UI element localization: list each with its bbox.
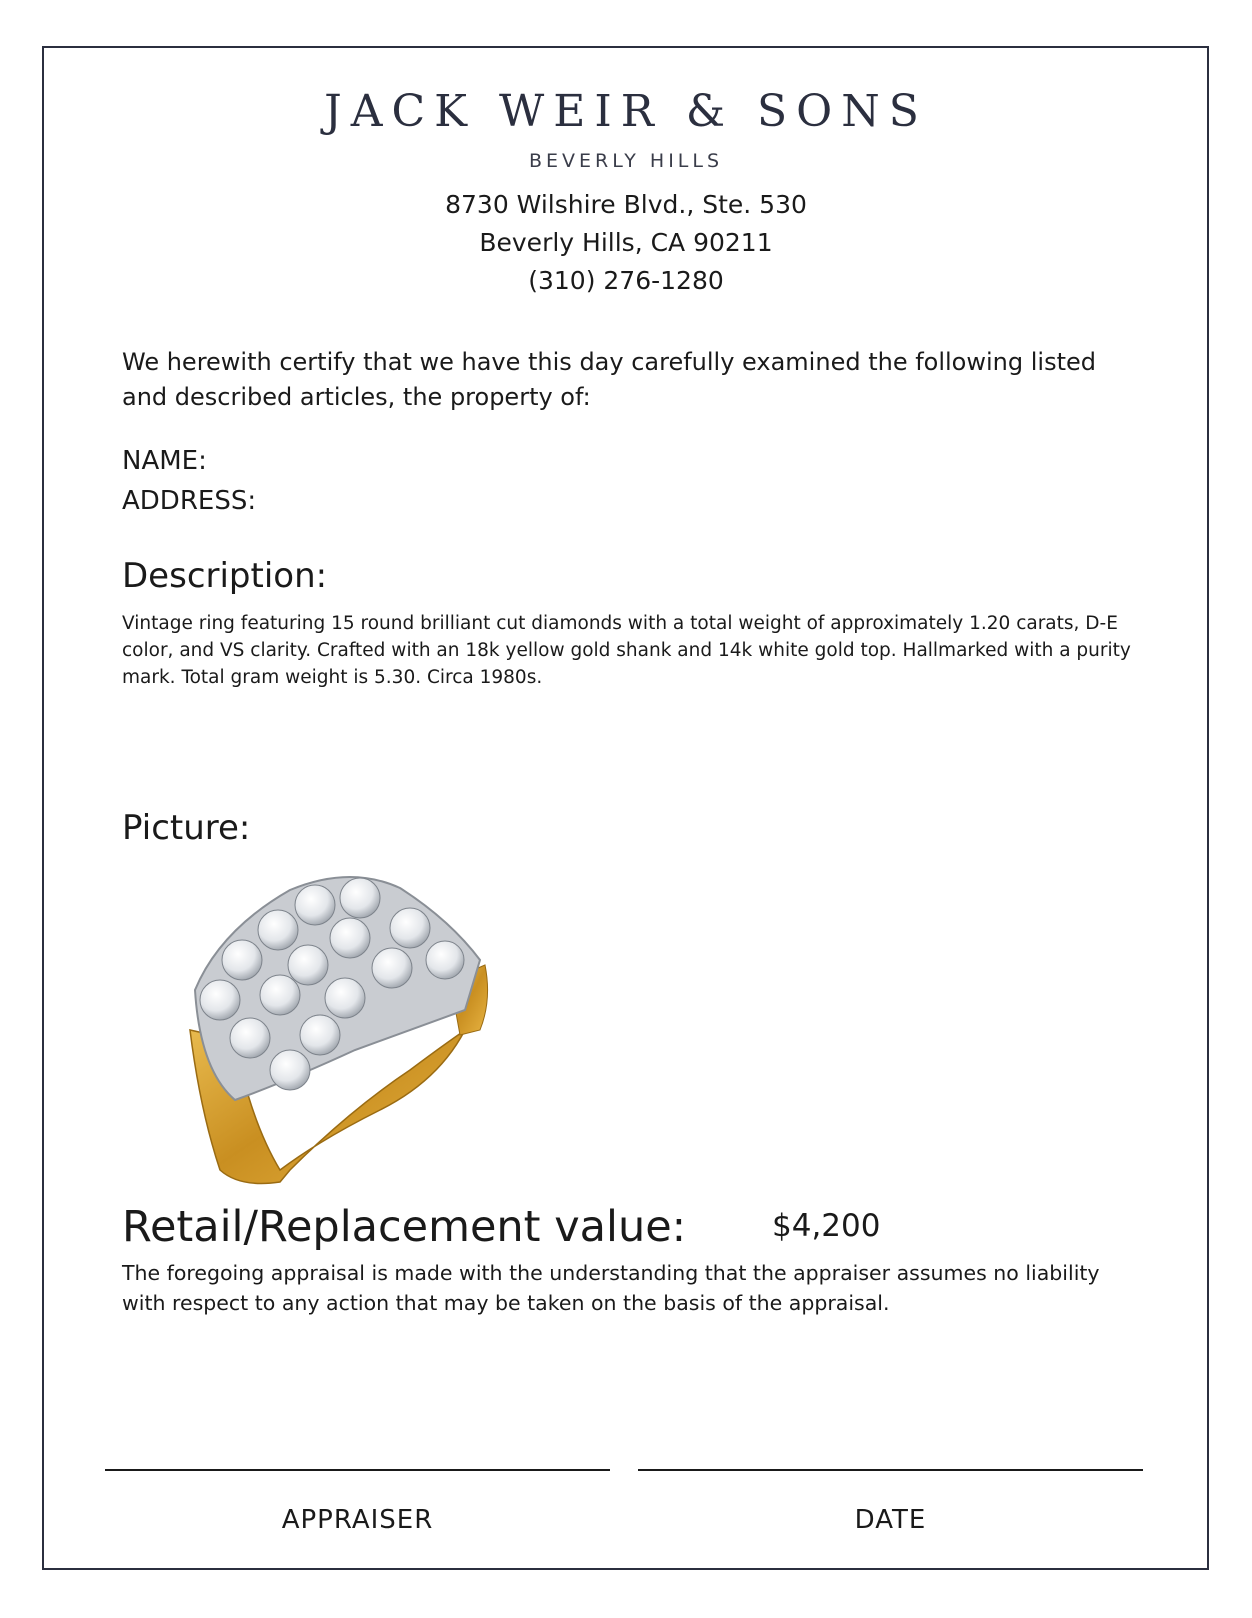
address-label: ADDRESS: [122,486,257,516]
picture-heading: Picture: [122,808,251,848]
description-heading: Description: [122,556,328,596]
description-text: Vintage ring featuring 15 round brilliant cut diamonds with a total weight of approximately 1.20 carats, D-E color, and VS clarity. Crafted with an 18k yellow gold shank and 14k white gold top. Hallmarked with a purity mark. Total gram weight is 5.30. Circa 1980s. [122,613,1131,688]
name-label: NAME: [122,446,207,476]
value-amount: $4,200 [772,1208,881,1244]
brand-name: JACK WEIR & SONS [324,86,928,137]
address-line-1: 8730 Wilshire Blvd., Ste. 530 [445,190,807,219]
address-line-2: Beverly Hills, CA 90211 [479,228,773,257]
brand-location: BEVERLY HILLS [528,150,724,172]
appraiser-signature-line [105,1469,610,1471]
appraiser-label: APPRAISER [281,1505,434,1535]
date-label: DATE [854,1505,927,1535]
diamond-ring-icon [180,870,510,1200]
date-signature-line [638,1469,1143,1471]
value-label: Retail/Replacement value: [122,1202,687,1252]
appraisal-disclaimer: The foregoing appraisal is made with the understanding that the appraiser assumes no liability with respect to any action that may be taken on the basis of the appraisal. [122,1261,1100,1315]
certification-statement: We herewith certify that we have this day carefully examined the following listed and described articles, the property of: [122,348,1096,411]
phone-number: (310) 276-1280 [528,266,724,295]
